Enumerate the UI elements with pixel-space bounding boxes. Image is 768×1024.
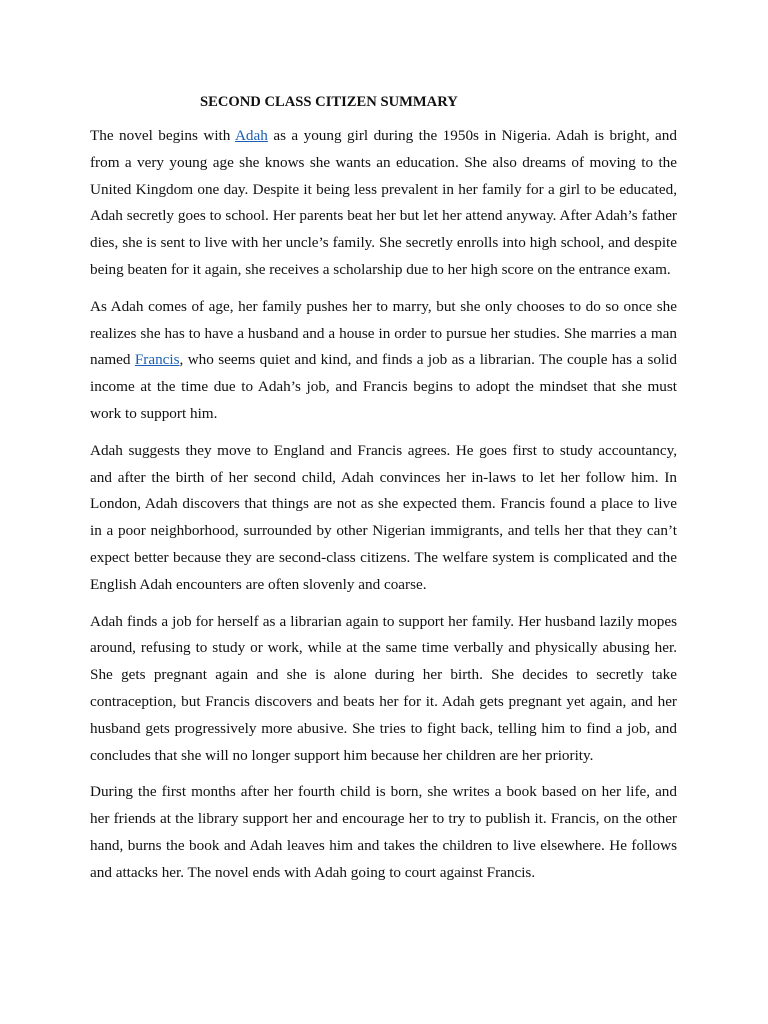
adah-link[interactable]: Adah [234,127,268,144]
francis-link[interactable]: Francis [134,351,180,369]
document-title: SECOND CLASS CITIZEN SUMMARY [200,94,458,110]
paragraph-1 [90,123,677,284]
paragraph-1-text-after: as a young girl during the 1950s in Nigeria. Adah is bright, and from a very young age she knows she wants an education. She also dreams of moving to the United Kingdom one day. Despite it being less prevalent in her family for a girl to be educated, Adah secretly goes to school. Her parents beat her but let her attend anyway. After Adah’s father dies, she is sent to live with her uncle’s family. She secretly enrolls into high school, and despite being beaten for it again, she receives a scholarship due to her high score on the entrance exam. [90,127,677,278]
document-page [90,92,677,897]
paragraph-2-text-after: , who seems quiet and kind, and finds a job as a librarian. The couple has a solid income at the time due to Adah’s job, and Francis begins to adopt the mindset that she must work to support him. [90,351,677,422]
paragraph-1-text-before: The novel begins with [90,127,235,144]
paragraph-2-text-before: As Adah comes of age, her family pushes her to marry, but she only chooses to do so once she realizes she has to have a husband and a house in order to pursue her studies. She marries a man named [90,297,677,369]
paragraph-5: During the first months after her fourth child is born, she writes a book based on her life, and her friends at the library support her and encourage her to try to publish it. Francis, on the other hand, burns the book and Adah leaves him and takes the children to live elsewhere. He follows and attacks her. The novel ends with Adah going to court against Francis. [90,783,677,881]
paragraph-3: Adah suggests they move to England and Francis agrees. He goes first to study accountancy, and after the birth of her second child, Adah convinces her in-laws to let her follow him. In London, Adah discovers that things are not as she expected them. Francis found a place to live in a poor neighborhood, surrounded by other Nigerian immigrants, and tells her that they can’t expect better because they are second-class citizens. The welfare system is complicated and the English Adah encounters are often slovenly and coarse. [90,441,677,593]
paragraph-4: Adah finds a job for herself as a librarian again to support her family. Her husband lazily mopes around, refusing to study or work, while at the same time verbally and physically abusing her. She gets pregnant again and she is alone during her birth. She decides to secretly take contraception, but Francis discovers and beats her for it. Adah gets pregnant yet again, and her husband gets progressively more abusive. She tries to fight back, telling him to find a job, and concludes that she will no longer support him because her children are her priority. [90,612,677,764]
paragraph-2 [90,294,677,428]
